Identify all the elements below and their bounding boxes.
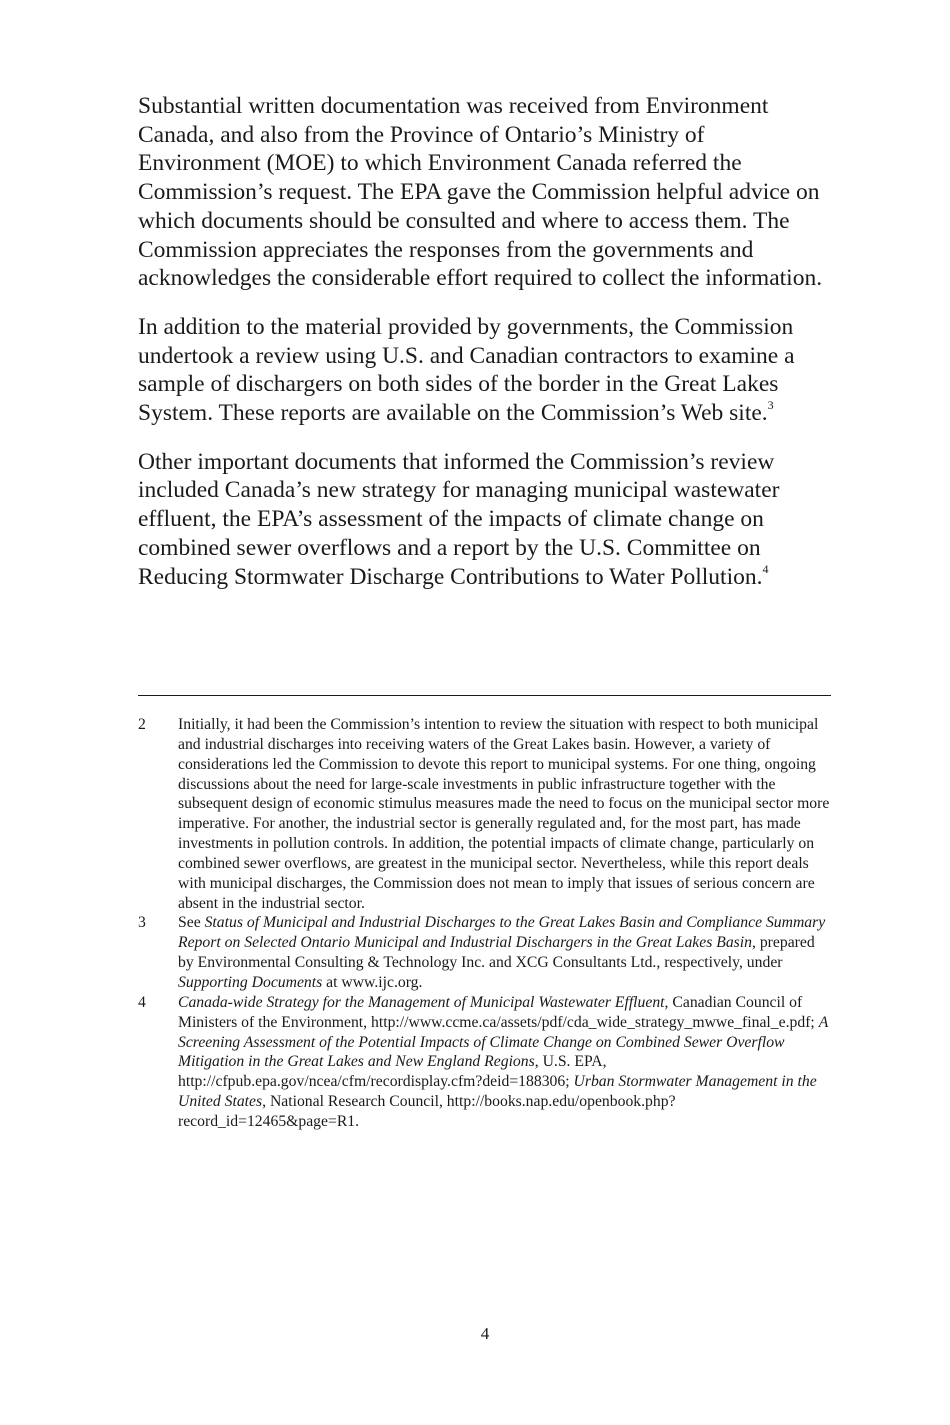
footnote-text-part: , prepared by Environmental Consulting & Technology Inc. and XCG Consultants Ltd., respectively, under <box>178 934 815 972</box>
footnote-reference[interactable]: 3 <box>767 398 774 413</box>
footnote-text-part: , U.S. EPA, http://cfpub.epa.gov/ncea/cfm/recordisplay.cfm?deid=188306; <box>178 1053 607 1091</box>
footnote-4 <box>138 993 831 1132</box>
footnote-report-title: Status of Municipal and Industrial Discharges to the Great Lakes Basin and Compliance Summary Report on Selected Ontario Municipal and Industrial Dischargers in the Great Lakes Basin <box>178 914 826 952</box>
footnote-see: See <box>178 914 205 932</box>
footnotes <box>138 715 831 1132</box>
footnote-title-stormwater: Urban Stormwater Management in the United States <box>178 1073 817 1111</box>
footnote-number: 2 <box>138 716 146 733</box>
footnote-reference[interactable]: 4 <box>762 561 769 576</box>
footnote-title-strategy: Canada-wide Strategy for the Management of Municipal Wastewater Effluent <box>178 993 665 1011</box>
body-text <box>138 92 830 611</box>
footnote-text-part: at www.ijc.org. <box>322 973 423 991</box>
footnote-supporting-documents: Supporting Documents <box>178 973 323 991</box>
paragraph-documentation <box>138 92 830 293</box>
paragraph-text: Other important documents that informed the Commission’s review included Canada’s new strategy for managing municipal wastewater effluent, the EPA’s assessment of the impacts of climate change on combined sewer overflows and a report by the U.S. Committee on Reducing Stormwater Discharge Contributions to Water Pollution. <box>138 448 780 590</box>
footnote-text-part: , National Research Council, http://books.nap.edu/openbook.php?record_id=12465&page=R1. <box>178 1093 676 1130</box>
footnote-divider <box>138 695 831 696</box>
footnote-title-screening: A Screening Assessment of the Potential Impacts of Climate Change on Combined Sewer Overflow Mitigation in the Great Lakes and New England Regions <box>178 1013 829 1071</box>
footnote-number: 3 <box>138 914 146 932</box>
paragraph-other-documents <box>138 448 830 592</box>
paragraph-contractors <box>138 313 830 428</box>
footnote-text <box>178 993 831 1132</box>
paragraph-text: In addition to the material provided by governments, the Commission undertook a review using U.S. and Canadian contractors to examine a sample of dischargers on both sides of the border in the Great Lakes System. These reports are available on the Commission’s Web site. <box>138 313 795 427</box>
footnote-text <box>178 913 831 992</box>
footnote-number: 4 <box>138 993 146 1011</box>
page-number: 4 <box>480 1324 490 1343</box>
footnote-3 <box>138 913 831 992</box>
footnote-text: Initially, it had been the Commission’s intention to review the situation with respect to both municipal and industrial discharges into receiving waters of the Great Lakes basin. However, a variety of considerations led the Commission to devote this report to municipal systems. For one thing, ongoing discussions about the need for large-scale investments in public infrastructure together with the subsequent design of economic stimulus measures made the need to focus on the municipal sector more imperative. For another, the industrial sector is generally regulated and, for the most part, has made investments in pollution controls. In addition, the potential impacts of climate change, particularly on combined sewer overflows, are greatest in the municipal sector. Nevertheless, while this report deals with municipal discharges, the Commission does not mean to imply that issues of serious concern are absent in the industrial sector. <box>178 716 830 912</box>
paragraph-text: Substantial written documentation was received from Environment Canada, and also from the Province of Ontario’s Ministry of Environment (MOE) to which Environment Canada referred the Commission’s request. The EPA gave the Commission helpful advice on which documents should be consulted and where to access them. The Commission appreciates the responses from the governments and acknowledges the considerable effort required to collect the information. <box>138 93 823 292</box>
footnote-2 <box>138 715 831 913</box>
footnote-text-part: , Canadian Council of Ministers of the Environment, http://www.ccme.ca/assets/pdf/cda_wide_strategy_mwwe_final_e.pdf; <box>178 993 819 1031</box>
